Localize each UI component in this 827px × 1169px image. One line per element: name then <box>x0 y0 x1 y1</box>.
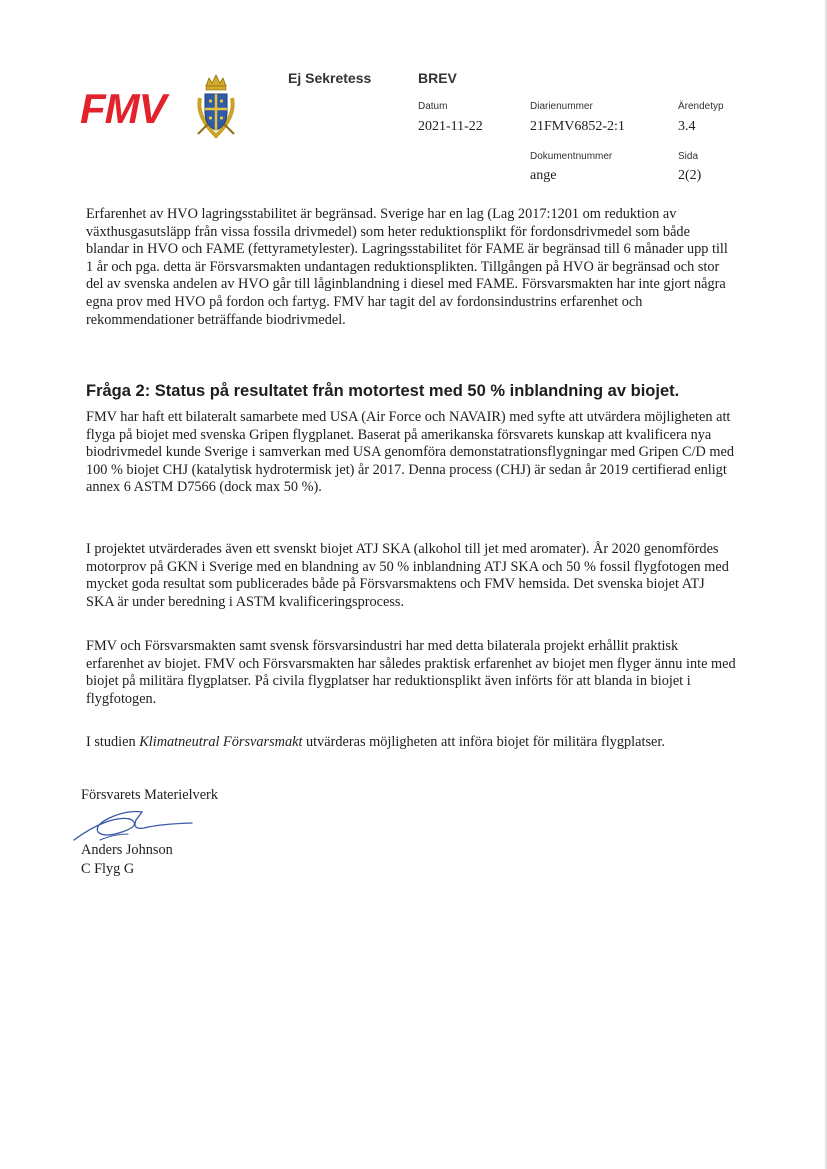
signature-organization: Försvarets Materielverk <box>81 787 218 803</box>
handwritten-signature <box>70 806 200 846</box>
study-end-text: utvärderas möjligheten att införa biojet för militära flygplatser. <box>302 734 665 750</box>
question-2-heading: Fråga 2: Status på resultatet från motortest med 50 % inblandning av biojet. <box>86 382 680 400</box>
case-type-label: Ärendetyp <box>678 101 724 112</box>
swedish-crest-icon <box>192 72 240 140</box>
page-label: Sida <box>678 151 699 162</box>
signer-name: Anders Johnson <box>81 842 173 858</box>
registration-number-value: 21FMV6852-2:1 <box>530 119 625 134</box>
study-intro-text: I studien <box>86 734 140 750</box>
date-label: Datum <box>418 101 448 112</box>
document-number-value: ange <box>530 168 557 183</box>
paragraph-bilateral-cooperation: FMV har haft ett bilateralt samarbete med USA (Air Force och NAVAIR) med syfte att utvärdera möjligheten att flyga på biojet med svenska Gripen flygplanet. Baserat på amerikanska försvarets kunskap att kvalificera nya biodrivmedel kunde Sverige i samverkan med USA genomföra demonstatrationsflygningar med Gripen C/D med 100 % biojet CHJ (katalytisk hydrotermisk jet) år 2017. Denna process (CHJ) är sedan år 2019 certifierad enligt annex 6 ASTM D7566 (dock max 50 %). <box>86 409 734 496</box>
paragraph-study-reference <box>86 734 736 752</box>
study-title: Klimatneutral Försvarsmakt <box>139 734 303 750</box>
document-number-label: Dokumentnummer <box>530 151 613 162</box>
fmv-logo <box>80 72 240 142</box>
date-value: 2021-11-22 <box>418 119 483 134</box>
paragraph-practical-experience: FMV och Försvarsmakten samt svensk försvarsindustri har med detta bilaterala projekt erhållit praktisk erfarenhet av biojet. FMV och Försvarsmakten har således praktisk erfarenhet av biojet men flyger ännu inte med biojet på militära flygplatser. På civila flygplatser har reduktionsplikt även införts för att blanda in biojet i flygfotogen. <box>86 638 736 707</box>
page-value: 2(2) <box>678 168 702 183</box>
paragraph-atj-ska-test: I projektet utvärderades även ett svenskt biojet ATJ SKA (alkohol till jet med aromater). År 2020 genomfördes motorprov på GKN i Sverige med en blandning av 50 % inblandning ATJ SKA och 50 % fossil flygfotogen med mycket goda resultat som publicerades både på Försvarsmaktens och FMV hemsida. Det svenska biojet ATJ SKA är under beredning i ASTM kvalificeringsprocess. <box>86 541 729 610</box>
classification-label: Ej Sekretess <box>288 70 372 86</box>
signer-title: C Flyg G <box>81 861 135 877</box>
case-type-value: 3.4 <box>678 119 696 134</box>
document-type-label: BREV <box>418 70 457 86</box>
paragraph-hvo-storage: Erfarenhet av HVO lagringsstabilitet är begränsad. Sverige har en lag (Lag 2017:1201 om reduktion av växthusgasutsläpp från vissa fossila drivmedel) som heter reduktionsplikt för fordonsdrivmedel som både blandar in HVO och FAME (fettyrametylester). Lagringsstabilitet för FAME är begränsad till 6 månader upp till 1 år och pga. detta är Försvarsmakten undantagen reduktionsplikten. Tillgången på HVO är begränsad och stor del av svenska andelen av HVO går till låginblandning i diesel med FAME. Försvarsmakten har inte gjort några egna prov med HVO på fordon och fartyg. FMV har tagit del av fordonsindustrins erfarenhet och rekommendationer beträffande biodrivmedel. <box>86 206 728 328</box>
registration-number-label: Diarienummer <box>530 101 593 112</box>
fmv-logo-text: FMV <box>80 85 166 132</box>
